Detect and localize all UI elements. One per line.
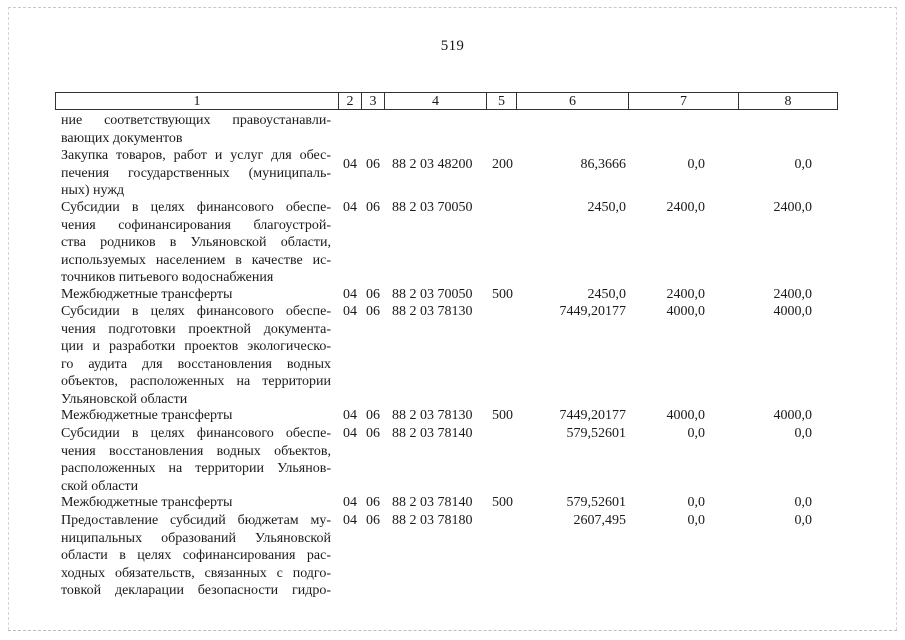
description-line: Субсидии в целях финансового обеспе- <box>61 426 331 441</box>
cell-col-5: 200 <box>492 156 513 172</box>
row-description <box>61 199 331 287</box>
cell-col-8: 2400,0 <box>773 287 812 302</box>
cell-col-6: 579,52601 <box>566 495 626 510</box>
row-description <box>61 494 331 512</box>
description-line: используемых населением в качестве ис- <box>61 252 331 268</box>
cell-col-3: 06 <box>366 426 380 441</box>
scan-edge-left <box>8 7 9 630</box>
cell-col-2: 04 <box>343 513 357 528</box>
row-description <box>61 512 331 600</box>
row-description <box>61 425 331 495</box>
cell-col-6: 579,52601 <box>566 426 626 441</box>
column-header-8: 8 <box>738 93 837 109</box>
description-line: ниципальных образований Ульяновской <box>61 530 331 546</box>
cell-col-2: 04 <box>343 495 357 510</box>
description-line: области в целях софинансирования рас- <box>61 548 331 563</box>
cell-col-3: 06 <box>366 304 380 319</box>
cell-col-4: 88 2 03 70050 <box>392 200 473 215</box>
description-line: Субсидии в целях финансового обеспе- <box>61 304 331 319</box>
description-line: ства родников в Ульяновской области, <box>61 235 331 250</box>
cell-col-6: 2450,0 <box>587 200 626 215</box>
cell-col-3: 06 <box>366 287 380 302</box>
cell-col-8: 4000,0 <box>773 408 812 423</box>
cell-col-4: 88 2 03 78180 <box>392 513 473 528</box>
row-description <box>61 407 331 425</box>
cell-col-8: 2400,0 <box>773 200 812 215</box>
cell-col-4: 88 2 03 78140 <box>392 495 473 510</box>
cell-col-6: 7449,20177 <box>559 408 626 423</box>
description-line: Субсидии в целях финансового обеспе- <box>61 200 331 215</box>
cell-col-4: 88 2 03 48200 <box>392 156 473 172</box>
cell-col-8: 0,0 <box>794 426 812 441</box>
description-line: ции и разработки проектов экологическо- <box>61 339 331 354</box>
description-line: Межбюджетные трансферты <box>61 287 233 302</box>
description-line: ходных обязательств, связанных с подго- <box>61 565 331 581</box>
cell-col-7: 4000,0 <box>666 304 705 319</box>
cell-col-2: 04 <box>343 156 357 172</box>
page-number: 519 <box>440 38 465 54</box>
scan-edge-bottom <box>8 630 897 631</box>
cell-col-5: 500 <box>492 495 513 510</box>
description-line: объектов, расположенных на территории <box>61 374 331 389</box>
cell-col-7: 2400,0 <box>666 200 705 215</box>
cell-col-7: 0,0 <box>687 426 705 441</box>
cell-col-7: 4000,0 <box>666 408 705 423</box>
description-line: печения государственных (муниципаль- <box>61 165 331 181</box>
cell-col-6: 2607,495 <box>573 513 626 528</box>
cell-col-2: 04 <box>343 200 357 215</box>
description-line: Межбюджетные трансферты <box>61 408 233 423</box>
cell-col-7: 0,0 <box>687 495 705 510</box>
cell-col-7: 0,0 <box>687 156 705 172</box>
cell-col-8: 4000,0 <box>773 304 812 319</box>
description-line: чения подготовки проектной документа- <box>61 321 331 337</box>
description-line: ской области <box>61 478 139 494</box>
cell-col-4: 88 2 03 70050 <box>392 287 473 302</box>
cell-col-4: 88 2 03 78140 <box>392 426 473 441</box>
column-header-2: 2 <box>338 93 361 109</box>
cell-col-3: 06 <box>366 156 380 172</box>
description-line: Предоставление субсидий бюджетам му- <box>61 513 331 528</box>
cell-col-6: 7449,20177 <box>559 304 626 319</box>
cell-col-8: 0,0 <box>794 513 812 528</box>
cell-col-5: 500 <box>492 287 513 302</box>
column-header-4: 4 <box>384 93 486 109</box>
row-description <box>61 112 331 147</box>
cell-col-4: 88 2 03 78130 <box>392 304 473 319</box>
column-header-5: 5 <box>486 93 516 109</box>
row-description <box>61 286 331 304</box>
cell-col-8: 0,0 <box>794 495 812 510</box>
cell-col-4: 88 2 03 78130 <box>392 408 473 423</box>
cell-col-3: 06 <box>366 513 380 528</box>
column-header-7: 7 <box>628 93 738 109</box>
row-description <box>61 147 331 200</box>
cell-col-3: 06 <box>366 495 380 510</box>
description-line: Межбюджетные трансферты <box>61 495 233 510</box>
scan-edge-right <box>896 7 897 630</box>
column-header-1: 1 <box>193 94 201 109</box>
cell-col-3: 06 <box>366 200 380 215</box>
description-line: чения восстановления водных объектов, <box>61 443 331 459</box>
cell-col-7: 2400,0 <box>666 287 705 302</box>
cell-col-6: 86,3666 <box>580 156 626 172</box>
column-header-3: 3 <box>361 93 384 109</box>
cell-col-2: 04 <box>343 408 357 423</box>
column-header-6: 6 <box>516 93 628 109</box>
cell-col-7: 0,0 <box>687 513 705 528</box>
description-line: вающих документов <box>61 130 183 146</box>
description-line: ных) нужд <box>61 183 125 198</box>
cell-col-2: 04 <box>343 304 357 319</box>
row-description <box>61 303 331 408</box>
description-line: товкой декларации безопасности гидро- <box>61 583 331 598</box>
cell-col-2: 04 <box>343 426 357 441</box>
cell-col-8: 0,0 <box>794 156 812 172</box>
cell-col-3: 06 <box>366 408 380 423</box>
description-line: точников питьевого водоснабжения <box>61 270 274 285</box>
description-line: Ульяновской области <box>61 391 188 407</box>
description-line: ние соответствующих правоустанавли- <box>61 113 331 128</box>
scan-edge-top <box>8 7 897 8</box>
cell-col-5: 500 <box>492 408 513 423</box>
description-line: го аудита для восстановления водных <box>61 356 331 372</box>
cell-col-2: 04 <box>343 287 357 302</box>
description-line: чения софинансирования благоустрой- <box>61 217 331 233</box>
table-header-row <box>55 92 838 110</box>
description-line: Закупка товаров, работ и услуг для обес- <box>61 148 331 163</box>
description-line: расположенных на территории Ульянов- <box>61 461 331 476</box>
cell-col-6: 2450,0 <box>587 287 626 302</box>
